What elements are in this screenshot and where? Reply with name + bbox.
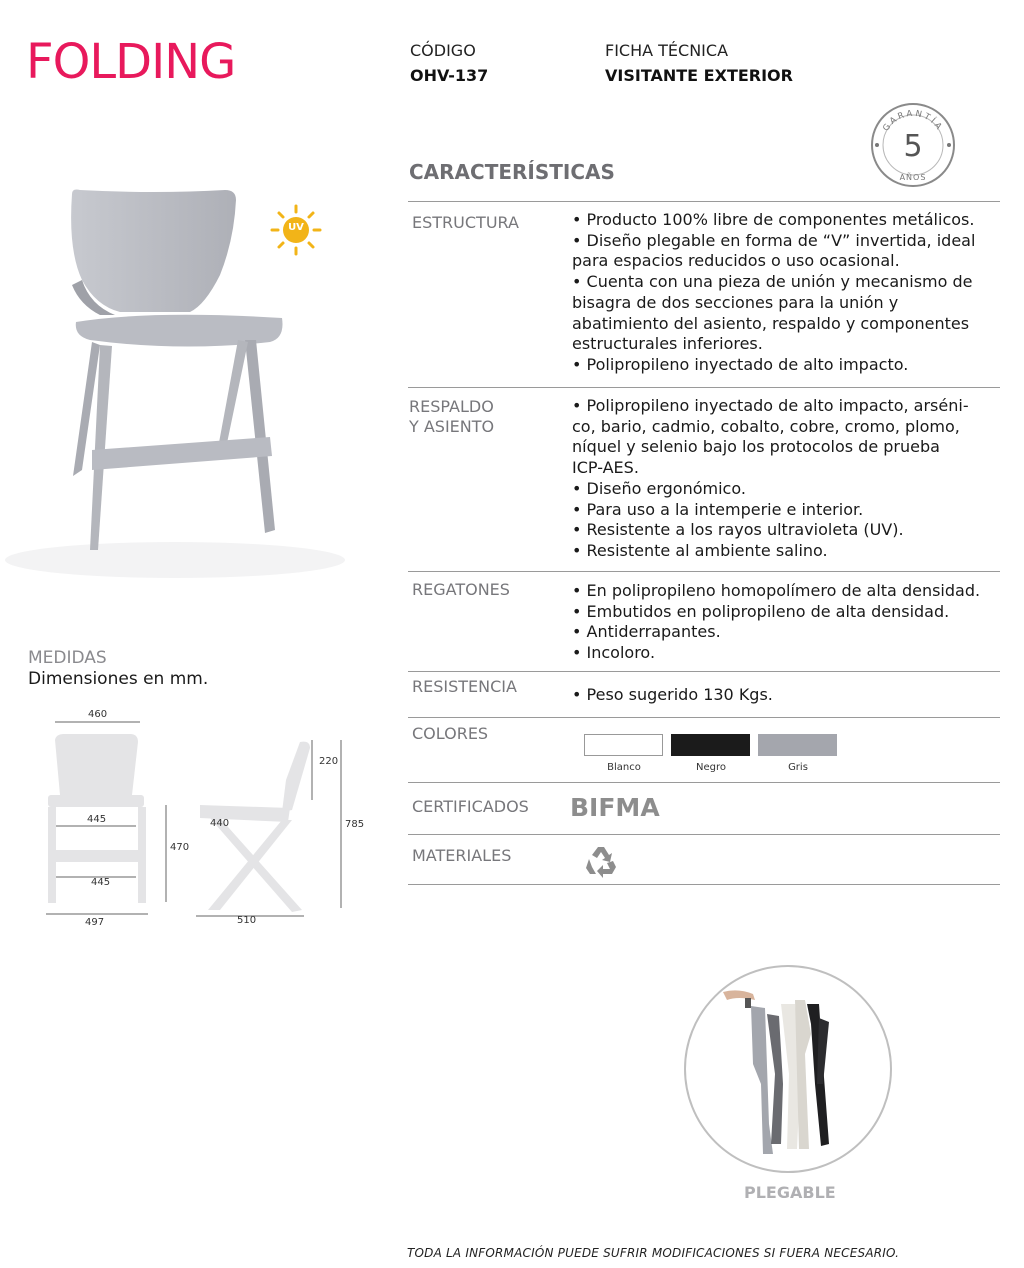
- spec-label-respaldo: RESPALDO Y ASIENTO: [409, 397, 495, 436]
- spec-text-resistencia: • Peso sugerido 130 Kgs.: [572, 685, 773, 704]
- dim-base-width: 497: [85, 917, 105, 928]
- code-label: CÓDIGO: [410, 41, 476, 60]
- color-swatch-blanco: [584, 734, 663, 756]
- divider: [408, 834, 1000, 835]
- divider: [408, 671, 1000, 672]
- spec-label-materiales: MATERIALES: [412, 846, 512, 865]
- spec-text-regatones: • En polipropileno homopolímero de alta densidad. • Embutidos en polipropileno de alta densidad. • Antiderrapantes. • Incoloro.: [572, 581, 981, 663]
- dim-seat-depth: 440: [210, 818, 230, 829]
- spec-label-resistencia: RESISTENCIA: [412, 677, 517, 696]
- dim-back-height: 220: [319, 756, 339, 767]
- spec-text-respaldo: • Polipropileno inyectado de alto impacto, arséni- co, bario, cadmio, cobalto, cobre, cromo, plomo, níquel y selenio bajo los protocolos de prueba ICP-AES. • Diseño ergonómico. • Para uso a la intemperie e interior. • Resistente a los rayos ultravioleta (UV). • Resistente al ambiente salino.: [572, 396, 969, 560]
- dim-seat-height: 470: [170, 842, 190, 853]
- foldable-photo: [683, 964, 893, 1174]
- divider: [408, 201, 1000, 202]
- divider: [408, 782, 1000, 783]
- warranty-years: 5: [903, 129, 923, 164]
- dim-base-depth: 510: [237, 915, 257, 926]
- dim-total-height: 785: [345, 819, 365, 830]
- measures-subtitle: Dimensiones en mm.: [28, 669, 209, 689]
- dim-top-width: 460: [88, 709, 108, 720]
- code-value: OHV-137: [410, 66, 489, 85]
- spec-label-certificados: CERTIFICADOS: [412, 797, 529, 816]
- color-label-blanco: Blanco: [607, 762, 641, 773]
- dim-lower-width: 445: [91, 877, 111, 888]
- divider: [408, 387, 1000, 388]
- warranty-bottom-text: AÑOS: [899, 173, 927, 182]
- color-label-negro: Negro: [696, 762, 726, 773]
- divider: [408, 717, 1000, 718]
- dim-seat-width: 445: [87, 814, 107, 825]
- color-swatch-gris: [758, 734, 837, 756]
- characteristics-title: CARACTERÍSTICAS: [409, 160, 615, 184]
- recycle-icon: [583, 843, 619, 879]
- spec-label-colores: COLORES: [412, 724, 489, 743]
- sheet-value: VISITANTE EXTERIOR: [605, 66, 793, 85]
- dimension-drawing: [20, 700, 360, 940]
- uv-label: UV: [288, 222, 304, 233]
- spec-label-estructura: ESTRUCTURA: [412, 213, 519, 232]
- foldable-label: PLEGABLE: [744, 1183, 836, 1202]
- bifma-logo: BIFMA: [570, 793, 660, 822]
- footer-note: TODA LA INFORMACIÓN PUEDE SUFRIR MODIFICACIONES SI FUERA NECESARIO.: [407, 1246, 900, 1260]
- spec-label-regatones: REGATONES: [412, 580, 510, 599]
- product-title: FOLDING: [26, 34, 236, 90]
- color-swatch-negro: [671, 734, 750, 756]
- warranty-top-text: GARANTÍA: [881, 108, 945, 134]
- color-label-gris: Gris: [788, 762, 808, 773]
- divider: [408, 884, 1000, 885]
- measures-title: MEDIDAS: [28, 648, 107, 668]
- sheet-label: FICHA TÉCNICA: [605, 41, 729, 60]
- spec-text-estructura: • Producto 100% libre de componentes metálicos. • Diseño plegable en forma de “V” invertida, ideal para espacios reducidos o uso ocasional. • Cuenta con una pieza de unión y mecanismo de bisagra de dos secciones para la unión y abatimiento del asiento, respaldo y componentes estructurales inferiores. • Polipropileno inyectado de alto impacto.: [572, 210, 976, 374]
- warranty-seal-icon: [870, 102, 956, 188]
- divider: [408, 571, 1000, 572]
